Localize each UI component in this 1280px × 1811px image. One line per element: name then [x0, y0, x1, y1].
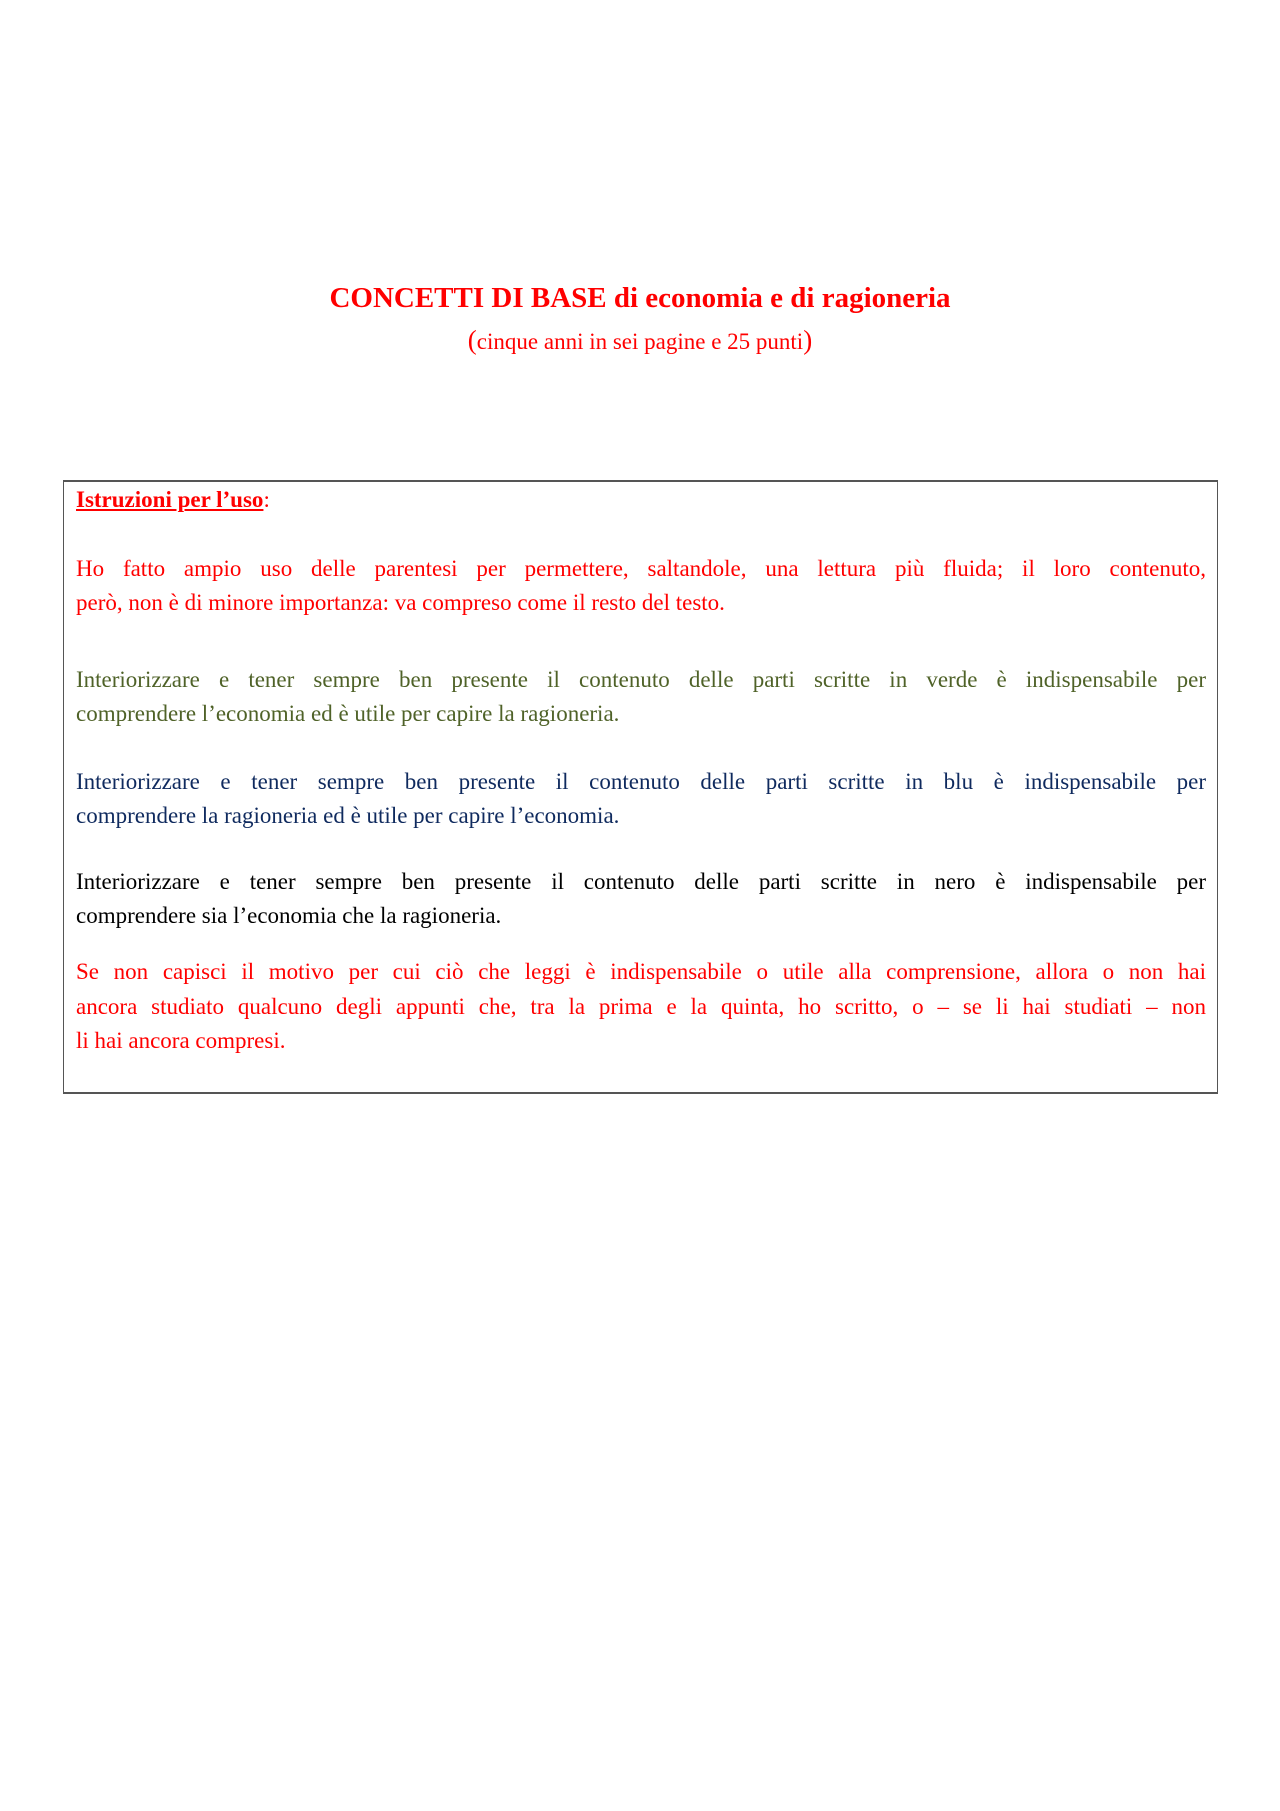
paragraph-parentheses-line-1: Ho fatto ampio uso delle parentesi per permettere, saltandole, una lettura più fluida; il loro contenuto,: [76, 556, 1206, 581]
document-title: CONCETTI DI BASE di economia e di ragioneria: [329, 282, 951, 314]
paragraph-parentheses-line-2: però, non è di minore importanza: va compreso come il resto del testo.: [76, 590, 725, 615]
subtitle-text: cinque anni in sei pagine e 25 punti: [476, 329, 804, 354]
subtitle-open-paren: (: [467, 325, 477, 355]
instructions-heading-line: [76, 485, 1206, 515]
paragraph-blue-line-1: Interiorizzare e tener sempre ben presente il contenuto delle parti scritte in blu è indispensabile per: [76, 769, 1206, 794]
paragraph-warning-line-2: ancora studiato qualcuno degli appunti che, tra la prima e la quinta, ho scritto, o – se li hai studiati – non: [76, 994, 1206, 1019]
paragraph-black-line-2: comprendere sia l’economia che la ragioneria.: [76, 903, 502, 928]
paragraph-green-line-2: comprendere l’economia ed è utile per capire la ragioneria.: [76, 701, 620, 726]
instructions-box: [63, 480, 1218, 1094]
paragraph-warning-line-3: li hai ancora compresi.: [76, 1028, 286, 1053]
paragraph-warning-line-1: Se non capisci il motivo per cui ciò che leggi è indispensabile o utile alla comprensione, allora o non hai: [76, 959, 1206, 984]
paragraph-green-line-1: Interiorizzare e tener sempre ben presente il contenuto delle parti scritte in verde è indispensabile per: [76, 667, 1206, 692]
document-subtitle: [0, 325, 1280, 356]
heading-colon: :: [263, 487, 270, 512]
instructions-heading: Istruzioni per l’uso: [76, 487, 264, 512]
paragraph-blue-line-2: comprendere la ragioneria ed è utile per capire l’economia.: [76, 803, 620, 828]
subtitle-close-paren: ): [803, 325, 813, 355]
paragraph-black-line-1: Interiorizzare e tener sempre ben presente il contenuto delle parti scritte in nero è indispensabile per: [76, 869, 1206, 894]
